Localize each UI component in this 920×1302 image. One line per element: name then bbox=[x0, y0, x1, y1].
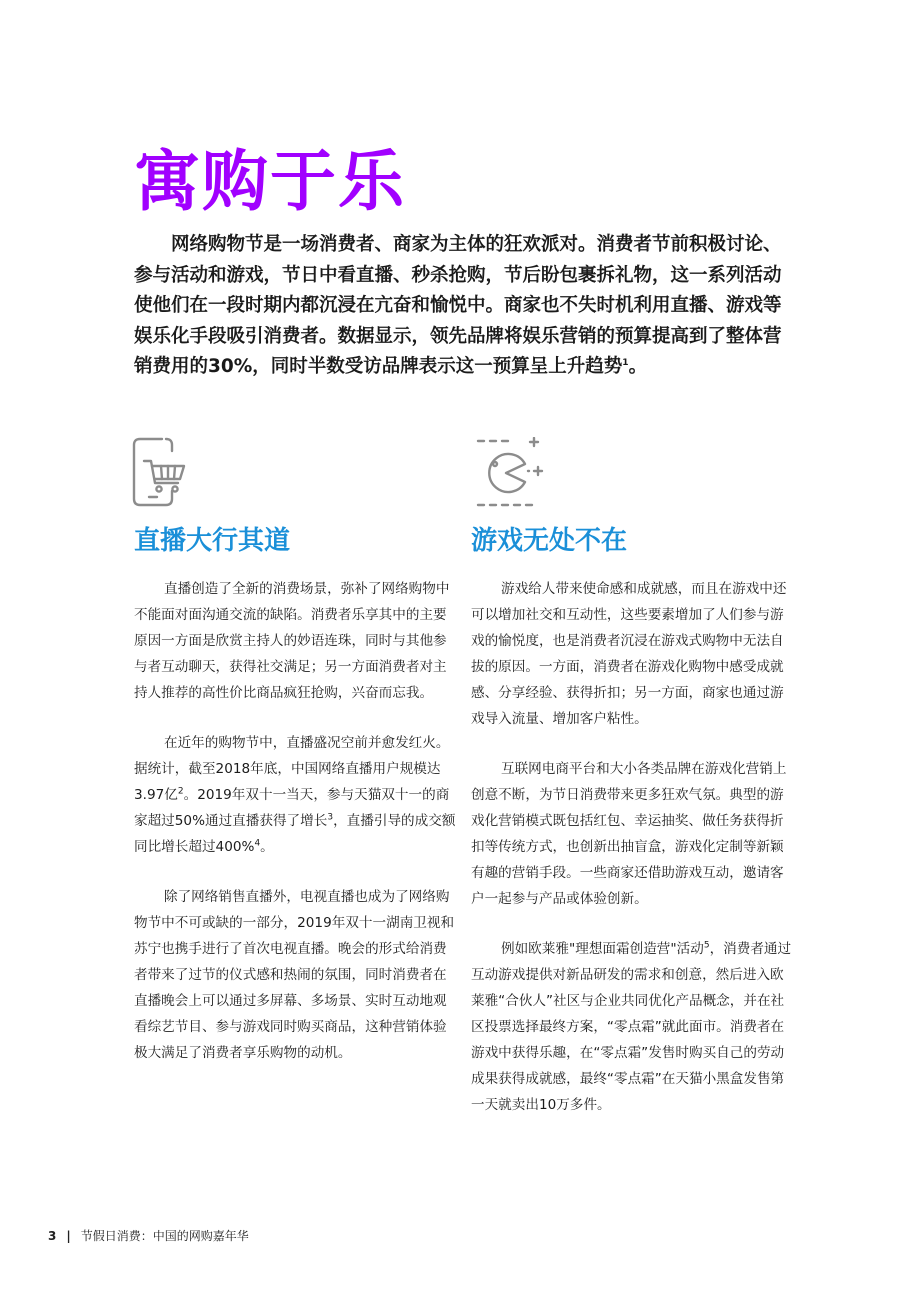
right-paragraph-1: 游戏给人带来使命感和成就感，而且在游戏中还可以增加社交和互动性，这些要素增加了人们参与游戏的愉悦度，也是消费者沉浸在游戏式购物中无法自拔的原因。一方面，消费者在游戏化购物中感受成就感、分享经验、获得折扣；另一方面，商家也通过游戏导入流量、增加客户粘性。 bbox=[471, 581, 787, 727]
page-title: 寓购于乐 bbox=[134, 143, 406, 220]
left-column bbox=[134, 576, 456, 1090]
intro-paragraph bbox=[134, 230, 794, 383]
left-p2-text-c: ，直播引导的成交额同比增长超过400% bbox=[134, 813, 456, 855]
footnote-marker: 1 bbox=[622, 357, 629, 368]
intro-text: 网络购物节是一场消费者、商家为主体的狂欢派对。消费者节前积极讨论、参与活动和游戏，节日中看直播、秒杀抢购，节后盼包裹拆礼物，这一系列活动使他们在一段时期内都沉浸在亢奋和愉悦中。商家也不失时机利用直播、游戏等娱乐化手段吸引消费者。数据显示，领先品牌将娱乐营销的预算提高到了整体营销费用的30%，同时半数受访品牌表示这一预算呈上升趋势 bbox=[134, 234, 782, 377]
shopping-cart-phone-icon bbox=[132, 437, 188, 507]
left-p2-text-d: 。 bbox=[260, 839, 274, 855]
pacman-game-icon bbox=[470, 437, 550, 509]
right-p3-text-b: ，消费者通过互动游戏提供对新品研发的需求和创意，然后进入欧莱雅“合伙人”社区与企业共同优化产品概念，并在社区投票选择最终方案，“零点霜”就此面市。消费者在游戏中获得乐趣，在“零点霜”发售时购买自己的劳动成果获得成就感，最终“零点霜”在天猫小黑盒发售第一天就卖出10万多件。 bbox=[471, 941, 792, 1113]
footnote-marker: 2 bbox=[177, 786, 184, 797]
left-heading: 直播大行其道 bbox=[134, 526, 291, 556]
left-paragraph-1: 直播创造了全新的消费场景，弥补了网络购物中不能面对面沟通交流的缺陷。消费者乐享其中的主要原因一方面是欣赏主持人的妙语连珠，同时与其他参与者互动聊天，获得社交满足；另一方面消费者对主持人推荐的高性价比商品疯狂抢购，兴奋而忘我。 bbox=[134, 581, 450, 701]
left-p2-text-b: 。2019年双十一当天，参与天猫双十一的商家超过50%通过直播获得了增长 bbox=[134, 787, 450, 829]
left-paragraph-2 bbox=[134, 730, 456, 860]
page-number: 3 bbox=[48, 1229, 57, 1243]
left-paragraph-3: 除了网络销售直播外，电视直播也成为了网络购物节中不可或缺的一部分，2019年双十一湖南卫视和苏宁也携手进行了首次电视直播。晚会的形式给消费者带来了过节的仪式感和热闹的氛围，同时消费者在直播晚会上可以通过多屏幕、多场景、实时互动地观看综艺节目、参与游戏同时购买商品，这种营销体验极大满足了消费者享乐购物的动机。 bbox=[134, 889, 455, 1061]
page-footer bbox=[48, 1227, 249, 1244]
footnote-marker: 4 bbox=[254, 838, 261, 849]
intro-end: 。 bbox=[628, 356, 648, 377]
footer-title: 节假日消费：中国的网购嘉年华 bbox=[80, 1229, 249, 1243]
right-column bbox=[471, 576, 793, 1142]
right-paragraph-2: 互联网电商平台和大小各类品牌在游戏化营销上创意不断，为节日消费带来更多狂欢气氛。典型的游戏化营销模式既包括红包、幸运抽奖、做任务获得折扣等传统方式，也创新出抽盲盒，游戏化定制等新颖有趣的营销手段。一些商家还借助游戏互动，邀请客户一起参与产品或体验创新。 bbox=[471, 761, 787, 907]
footnote-marker: 3 bbox=[327, 812, 334, 823]
left-p2-text-a: 在近年的购物节中，直播盛况空前并愈发红火。据统计，截至2018年底，中国网络直播用户规模达3.97亿 bbox=[134, 735, 450, 803]
footnote-marker: 5 bbox=[703, 940, 710, 951]
right-p3-text-a: 例如欧莱雅"理想面霜创造营"活动 bbox=[501, 941, 704, 957]
right-paragraph-3 bbox=[471, 936, 793, 1118]
footer-separator: | bbox=[66, 1229, 71, 1243]
right-heading: 游戏无处不在 bbox=[471, 526, 628, 556]
